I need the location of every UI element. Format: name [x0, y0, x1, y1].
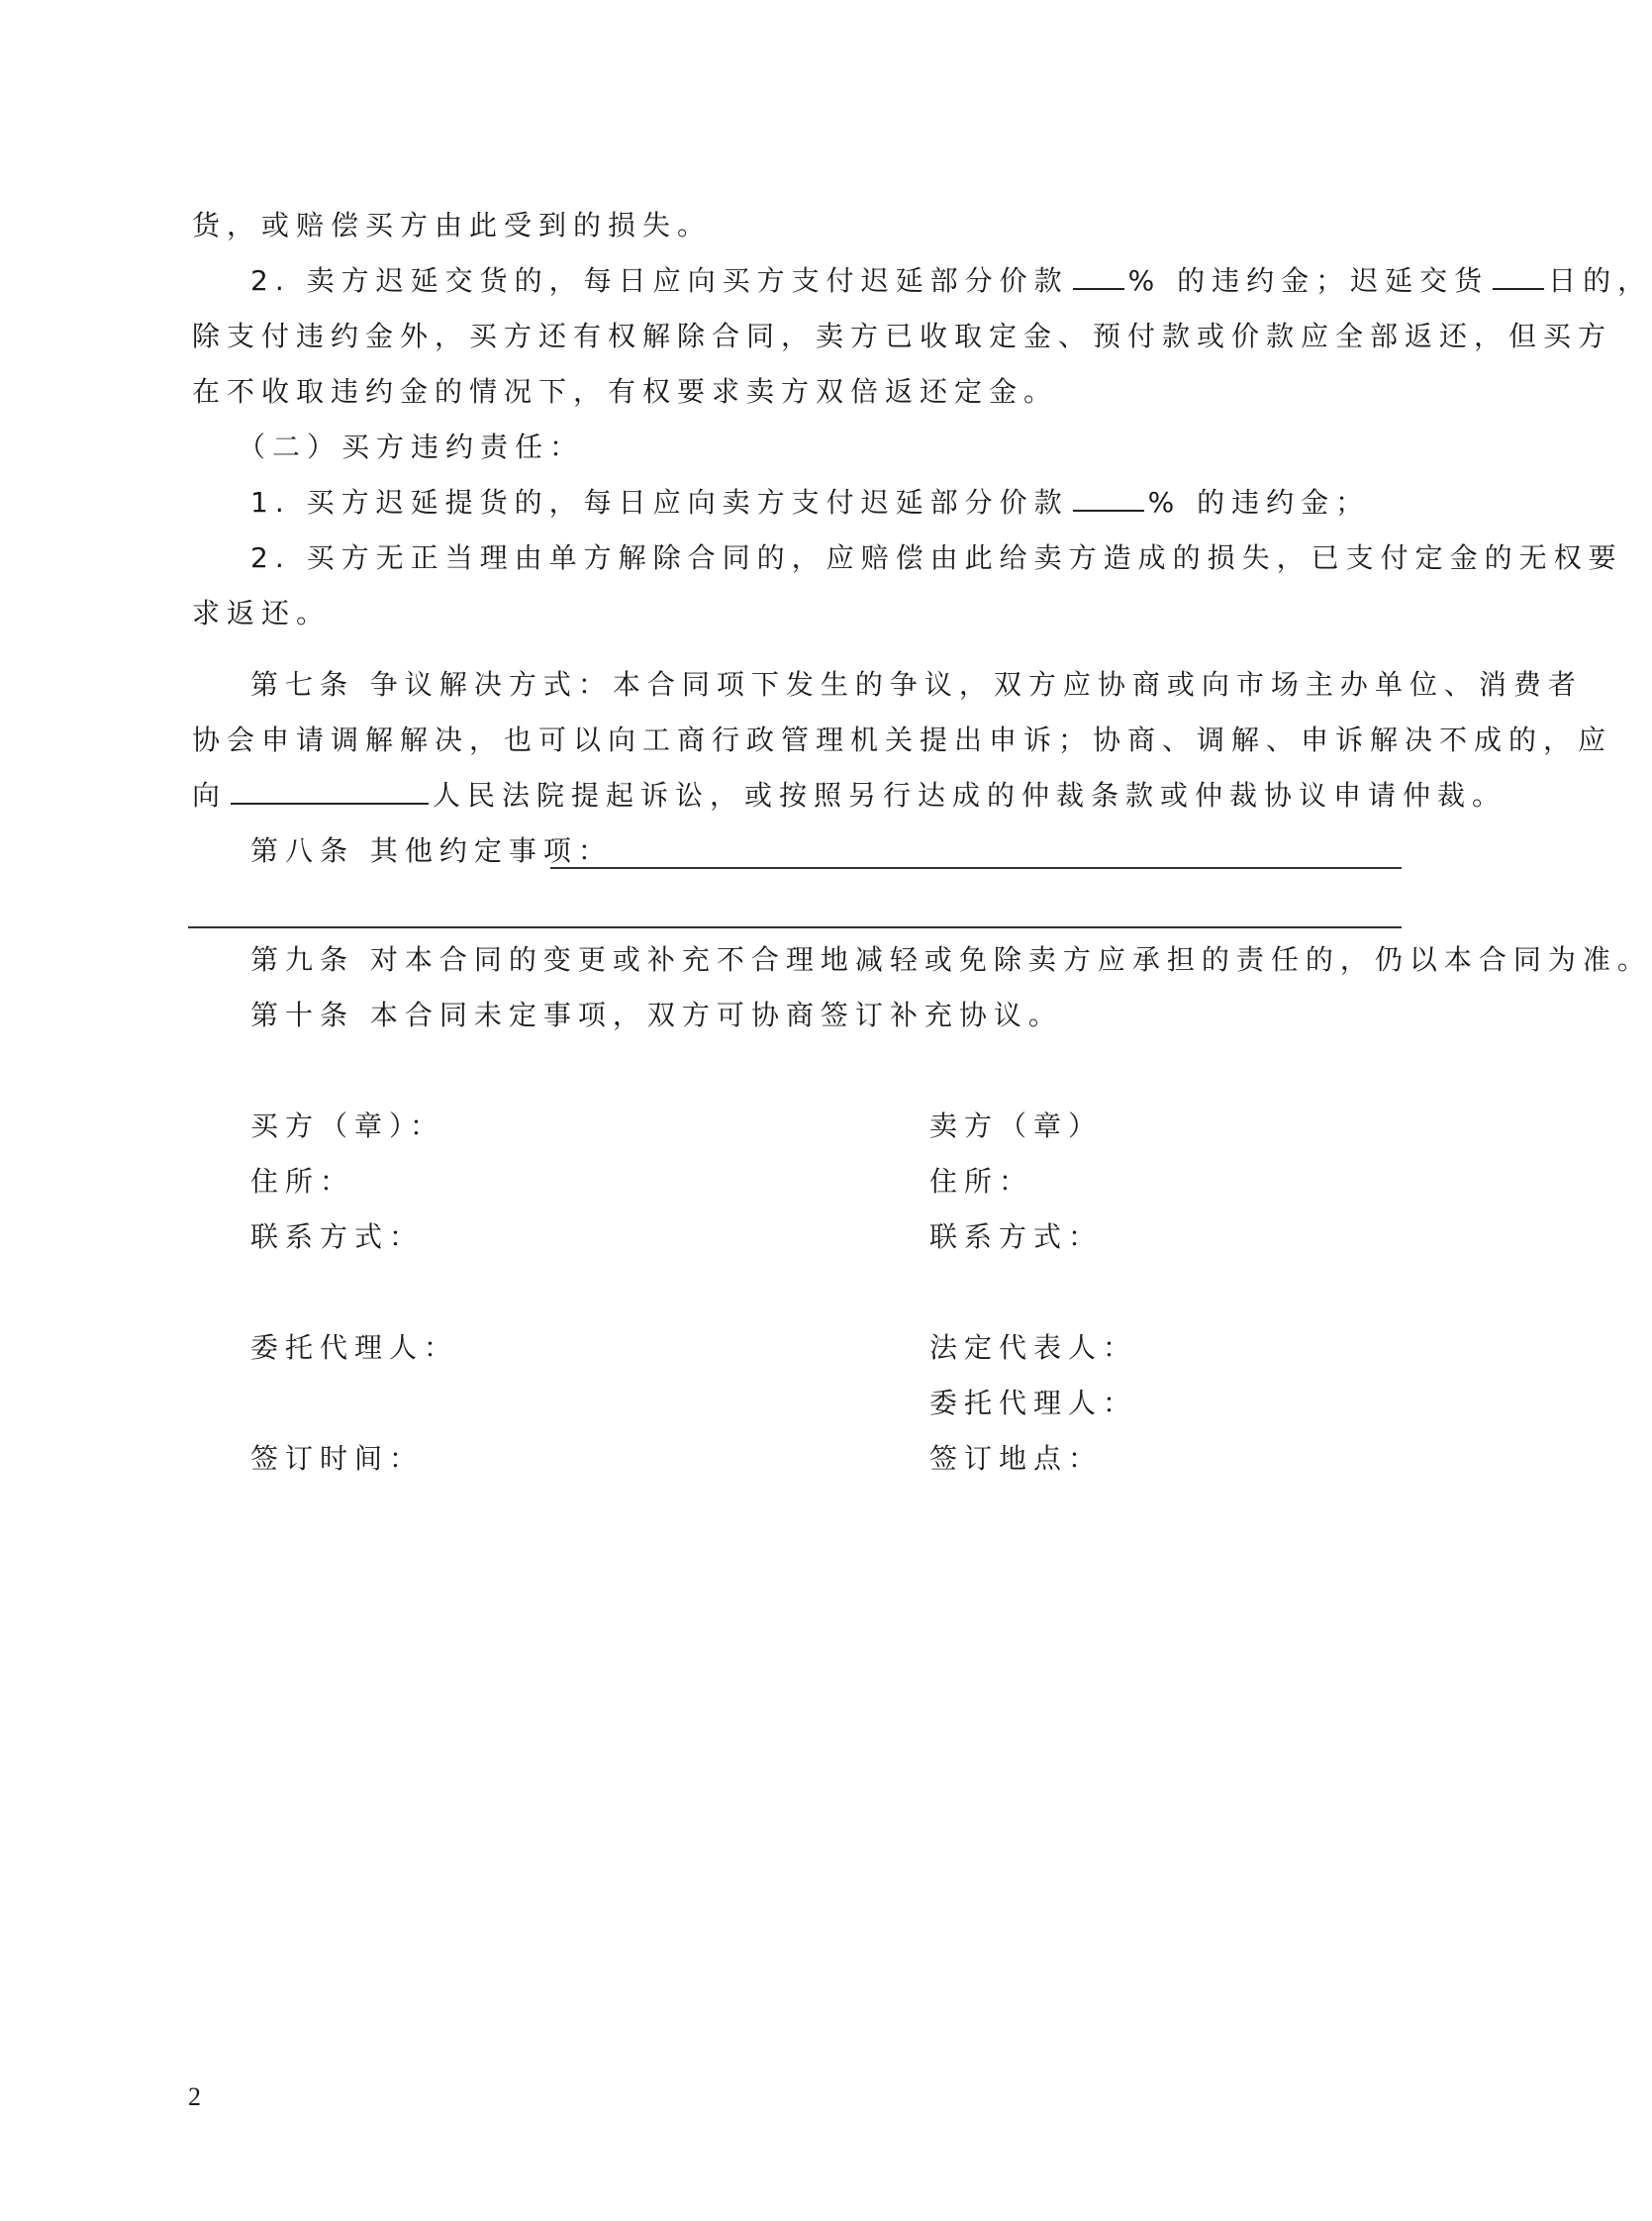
text-segment: 2. 卖方迟延交货的，每日应向买方支付迟延部分价款: [250, 264, 1069, 297]
paragraph-line: 求返还。: [192, 597, 332, 629]
buyer-stamp-label: 买方（章）：: [250, 1110, 445, 1142]
paragraph-line: 除支付违约金外，买方还有权解除合同，卖方已收取定金、预付款或价款应全部返还，但买方: [192, 320, 1613, 352]
section-heading: （二）买方违约责任：: [238, 431, 585, 463]
article-seven-line: 第七条 争议解决方式：本合同项下发生的争议，双方应协商或向市场主办单位、消费者: [250, 668, 1583, 701]
text-segment: 日的，: [1548, 264, 1652, 297]
seller-sign-place-label: 签订地点：: [929, 1442, 1104, 1475]
buyer-address-label: 住所：: [250, 1165, 355, 1198]
court-name-blank[interactable]: [231, 777, 429, 805]
seller-stamp-label: 卖方（章）: [929, 1110, 1104, 1142]
text-segment: % 的违约金；迟延交货: [1127, 264, 1490, 297]
buyer-penalty-rate-blank[interactable]: [1073, 484, 1144, 512]
article-nine-line: 第九条 对本合同的变更或补充不合理地减轻或免除卖方应承担的责任的，仍以本合同为准。: [250, 943, 1652, 976]
penalty-rate-blank[interactable]: [1073, 262, 1124, 290]
paragraph-line: 在不收取违约金的情况下，有权要求卖方双倍返还定金。: [192, 375, 1059, 408]
seller-legal-rep-label: 法定代表人：: [929, 1331, 1138, 1364]
other-terms-blank-line[interactable]: [188, 926, 1402, 928]
paragraph-line: [250, 483, 1370, 523]
paragraph-line: [192, 776, 1506, 816]
seller-agent-label: 委托代理人：: [929, 1387, 1138, 1419]
buyer-sign-time-label: 签订时间：: [250, 1442, 425, 1475]
paragraph-line: 2. 买方无正当理由单方解除合同的，应赔偿由此给卖方造成的损失，已支付定金的无权要: [250, 541, 1623, 574]
paragraph-line: [250, 261, 1652, 301]
buyer-agent-label: 委托代理人：: [250, 1331, 459, 1364]
buyer-contact-label: 联系方式：: [250, 1220, 425, 1253]
text-segment: 1. 买方迟延提货的，每日应向卖方支付迟延部分价款: [250, 486, 1069, 519]
page-number: 2: [188, 2082, 201, 2111]
article-eight-line: 第八条 其他约定事项：: [250, 834, 613, 867]
text-segment: % 的违约金；: [1147, 486, 1371, 519]
paragraph-line: 协会申请调解解决，也可以向工商行政管理机关提出申诉；协商、调解、申诉解决不成的，应: [192, 724, 1613, 756]
seller-address-label: 住所：: [929, 1165, 1034, 1198]
other-terms-blank-line[interactable]: [550, 867, 1402, 869]
article-ten-line: 第十条 本合同未定事项，双方可协商签订补充协议。: [250, 999, 1063, 1031]
paragraph-line: 货，或赔偿买方由此受到的损失。: [192, 209, 713, 241]
text-segment: 人民法院提起诉讼，或按照另行达成的仲裁条款或仲裁协议申请仲裁。: [433, 779, 1507, 812]
seller-contact-label: 联系方式：: [929, 1220, 1104, 1253]
text-segment: 向: [192, 779, 228, 812]
delay-days-blank[interactable]: [1493, 262, 1544, 290]
